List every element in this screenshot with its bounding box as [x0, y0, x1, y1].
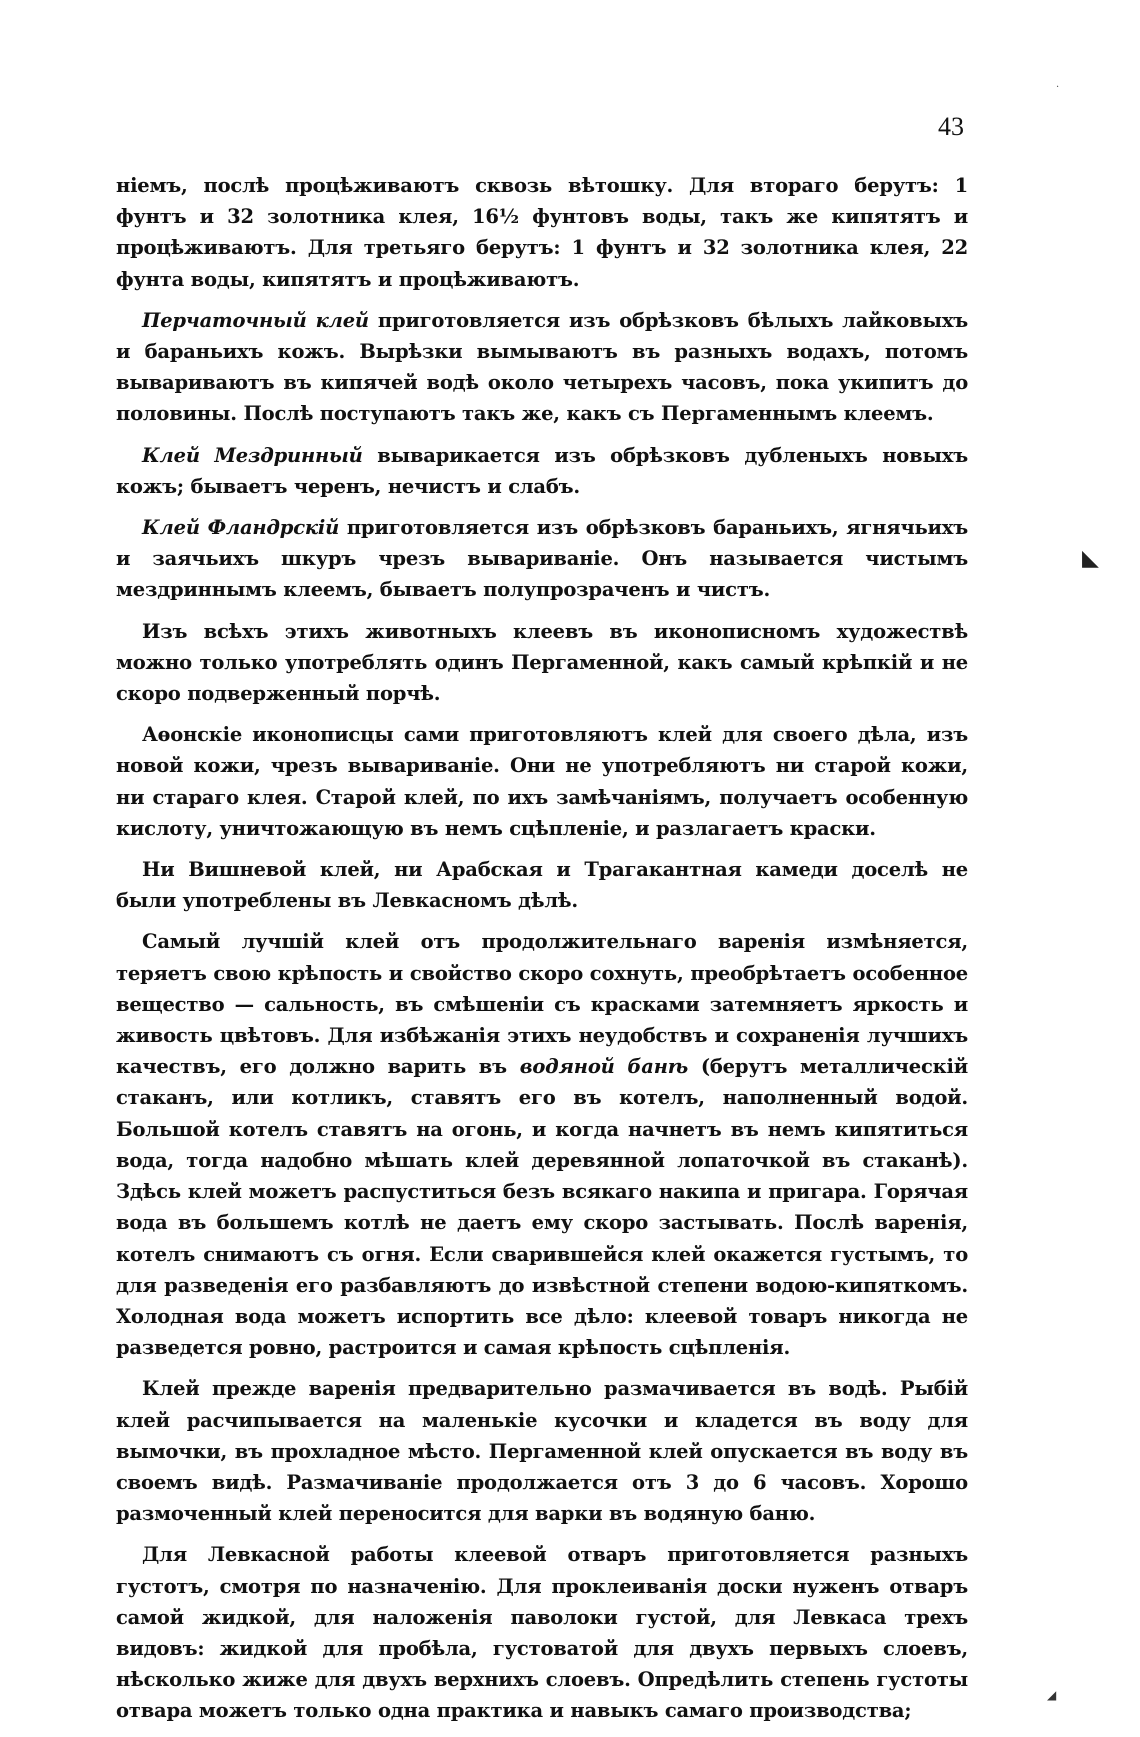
term-glove-glue: Перчаточный клей: [142, 308, 369, 332]
paragraph-4-text: приготовляется изъ обрѣзковъ бараньихъ, ягнячьихъ и заячьихъ шкуръ чрезъ вывариваніе. Онъ называется чистымъ мездриннымъ клеемъ, бываетъ полупрозраченъ и чистъ.: [116, 516, 968, 602]
paragraph-6: Аѳонскіе иконописцы сами приготовляютъ клей для своего дѣла, изъ новой кожи, чрезъ вывариваніе. Они не употребляютъ ни старой кожи, ни стараго клея. Старой клей, по ихъ замѣчаніямъ, получаетъ особенную кислоту, уничтожающую въ немъ сцѣпленіе, и разлагаетъ краски.: [116, 723, 968, 840]
paragraph-5: Изъ всѣхъ этихъ животныхъ клеевъ въ иконописномъ художествѣ можно только употреблять одинъ Пергаменной, какъ самый крѣпкій и не скоро подверженный порчѣ.: [116, 619, 968, 706]
paragraph-10: Для Левкасной работы клеевой отваръ приготовляется разныхъ густотъ, смотря по назначенію. Для проклеиванія доски нуженъ отваръ самой жидкой, для наложенія паволоки густой, для Левкаса трехъ видовъ: жидкой для пробѣла, густоватой для двухъ первыхъ слоевъ, нѣсколько жиже для двухъ верхнихъ слоевъ. Опредѣлить степень густоты отвара можетъ только одна практика и навыкъ самаго производства;: [116, 1543, 968, 1723]
paragraph-4: [116, 512, 968, 606]
paragraph-3: [116, 440, 968, 502]
corner-mark: ◢: [1047, 1688, 1057, 1702]
term-mezdra-glue: Клей Мездринный: [142, 443, 363, 467]
margin-arrow-mark: ◣: [1082, 546, 1099, 571]
term-flanders-glue: Клей Фландрскій: [142, 516, 340, 540]
paragraph-7: Ни Вишневой клей, ни Арабская и Трагакантная камеди доселѣ не были употреблены въ Левкасномъ дѣлѣ.: [116, 858, 968, 913]
paragraph-3-text: выварикается изъ обрѣзковъ дубленыхъ новыхъ кожъ; бываетъ черенъ, нечистъ и слабъ.: [116, 443, 968, 498]
scan-dot-mark: ·: [1056, 82, 1060, 93]
body-text: [116, 170, 968, 1737]
paragraph-1: ніемъ, послѣ процѣживаютъ сквозь вѣтошку. Для втораго берутъ: 1 фунтъ и 32 золотника клея, 16½ фунтовъ воды, такъ же кипятятъ и процѣживаютъ. Для третьяго берутъ: 1 фунтъ и 32 золотника клея, 22 фунта воды, кипятятъ и процѣживаютъ.: [116, 174, 968, 291]
paragraph-8: [116, 926, 968, 1363]
paragraph-8-text-a: Самый лучшій клей отъ продолжительнаго варенія измѣняется, теряетъ свою крѣпость и свойство скоро сохнуть, преобрѣтаетъ особенное вещество — сальность, въ смѣшеніи съ красками затемняетъ яркость и живость цвѣтовъ. Для избѣжанія этихъ неудобствъ и сохраненія лучшихъ качествъ, его должно варить въ: [116, 930, 968, 1079]
paragraph-2-text: приготовляется изъ обрѣзковъ бѣлыхъ лайковыхъ и бараньихъ кожъ. Вырѣзки вымываютъ въ разныхъ водахъ, потомъ вывариваютъ въ кипячей водѣ около четырехъ часовъ, пока укипитъ до половины. Послѣ поступаютъ такъ же, какъ съ Пергаменнымъ клеемъ.: [116, 308, 968, 426]
paragraph-8-text-b: (берутъ металлическій стаканъ, или котликъ, ставятъ его въ котелъ, наполненный водой. Большой котелъ ставятъ на огонь, и когда начнетъ въ немъ кипятиться вода, тогда надобно мѣшать клей деревянной лопаточкой въ стаканѣ). Здѣсь клей можетъ распуститься безъ всякаго накипа и пригара. Горячая вода въ большемъ котлѣ не даетъ ему скоро застывать. Послѣ варенія, котелъ снимаютъ съ огня. Если сварившейся клей окажется густымъ, то для разведенія его разбавляютъ до извѣстной степени водою-кипяткомъ. Холодная вода можетъ испортить все дѣло: клеевой товаръ никогда не разведется ровно, растроится и самая крѣпость сцѣпленія.: [116, 1055, 968, 1360]
paragraph-2: [116, 305, 968, 430]
page-number: 43: [938, 112, 964, 141]
paragraph-9: Клей прежде варенія предварительно размачивается въ водѣ. Рыбій клей расчипывается на маленькіе кусочки и кладется въ воду для вымочки, въ прохладное мѣсто. Пергаменной клей опускается въ воду въ своемъ видѣ. Размачиваніе продолжается отъ 3 до 6 часовъ. Хорошо размоченный клей переносится для варки въ водяную баню.: [116, 1377, 968, 1526]
term-water-bath: водяной банѣ: [519, 1055, 689, 1079]
